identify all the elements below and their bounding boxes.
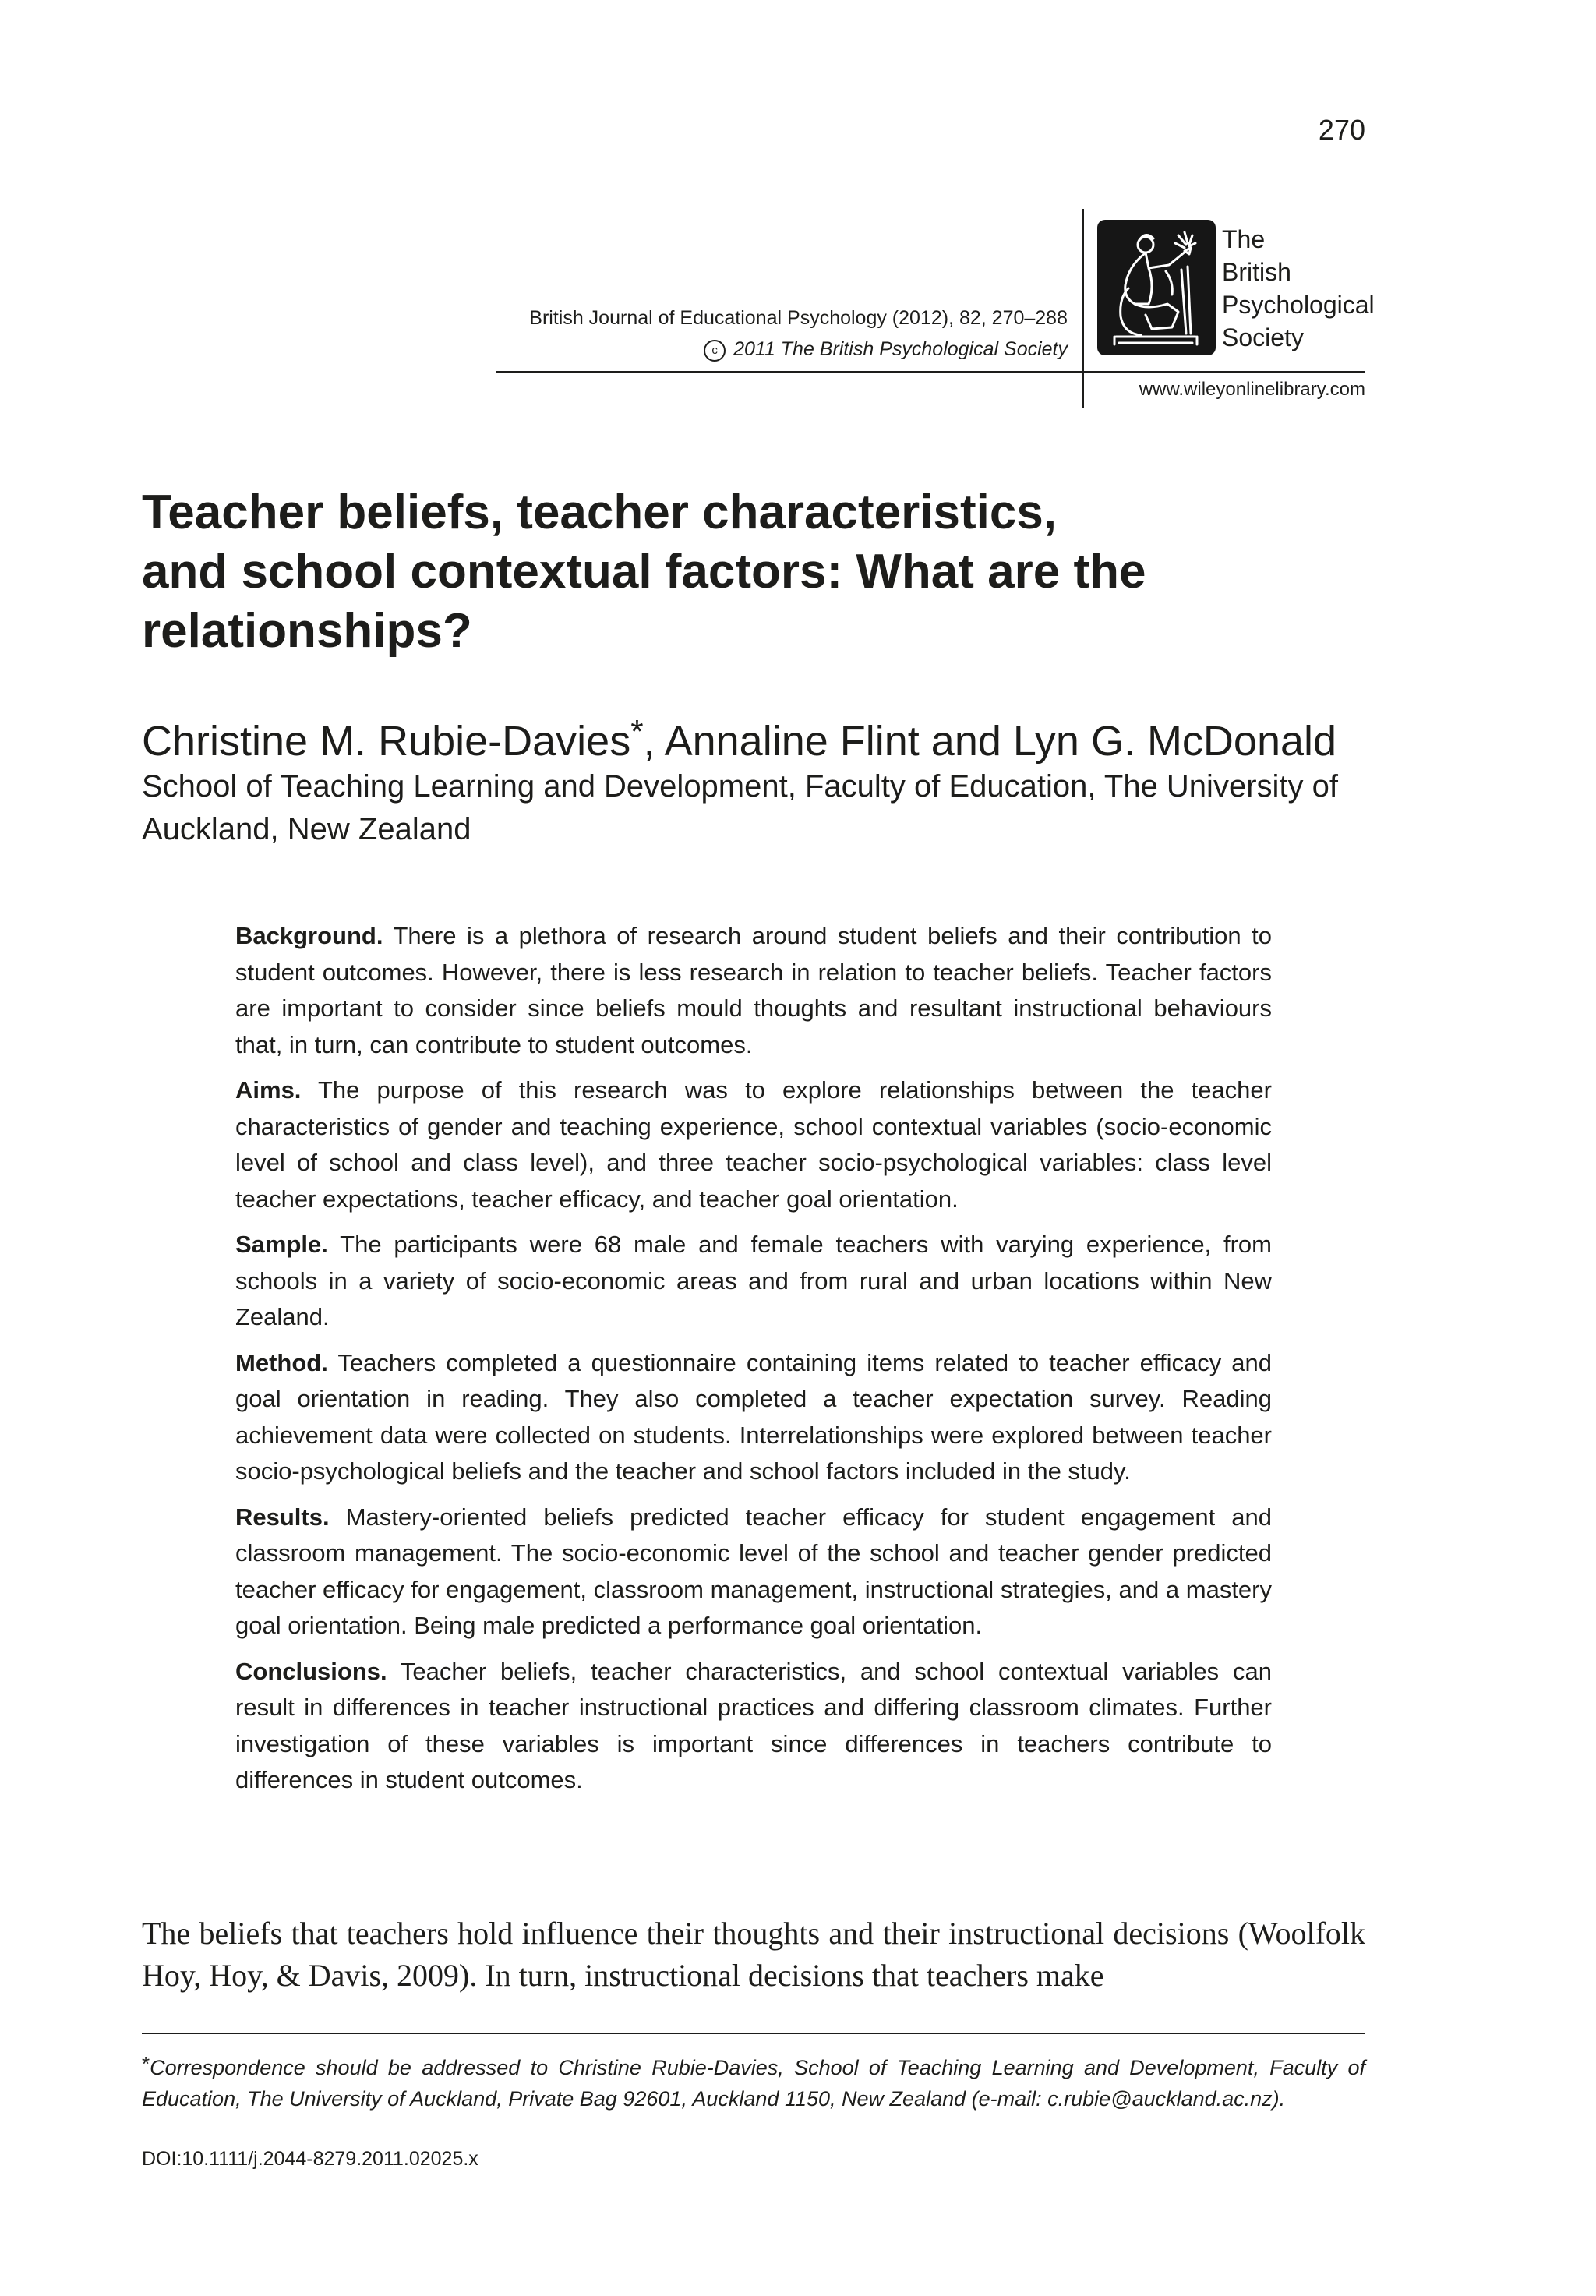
abstract-label: Results. xyxy=(235,1503,330,1531)
society-name-line: The xyxy=(1222,225,1266,253)
abstract-method xyxy=(235,1345,1272,1490)
author-coauthors: , Annaline Flint and Lyn G. McDonald xyxy=(643,718,1337,765)
abstract-text: The purpose of this research was to explore relationships between the teacher characteristics of gender and teaching experience, school contextual variables (socio-economic level of school and class level), and three teacher socio-psychological variables: class level teacher expectations, teacher efficacy, and teacher goal orientation. xyxy=(235,1076,1272,1213)
journal-info xyxy=(529,302,1068,365)
abstract-text: There is a plethora of research around student beliefs and their contribution to student outcomes. However, there is less research in relation to teacher beliefs. Teacher factors are important to consider since beliefs mould thoughts and resultant instructional behaviours that, in turn, can contribute to student outcomes. xyxy=(235,922,1272,1058)
copyright-line xyxy=(529,334,1068,365)
society-name-line: British xyxy=(1222,258,1291,286)
header-divider xyxy=(496,371,1365,373)
abstract-sample xyxy=(235,1227,1272,1336)
abstract-label: Conclusions. xyxy=(235,1657,387,1685)
society-name-line: Society xyxy=(1222,323,1304,351)
copyright-text: 2011 The British Psychological Society xyxy=(733,338,1068,360)
society-logo-icon xyxy=(1097,220,1216,355)
statue-emblem-icon xyxy=(1097,220,1216,355)
abstract-text: Teachers completed a questionnaire containing items related to teacher efficacy and goal orientation in reading. They also completed a teacher expectation survey. Reading achievement data were collected on students. Interrelationships were explored between teacher socio-psychological beliefs and the teacher and school factors included in the study. xyxy=(235,1348,1272,1485)
copyright-icon: c xyxy=(704,340,726,362)
author-list xyxy=(142,706,1336,767)
abstract-label: Sample. xyxy=(235,1231,328,1258)
publisher-url[interactable]: www.wileyonlinelibrary.com xyxy=(1139,379,1365,400)
doi-line: DOI:10.1111/j.2044-8279.2011.02025.x xyxy=(142,2148,478,2170)
abstract xyxy=(235,918,1272,1808)
abstract-aims xyxy=(235,1072,1272,1217)
abstract-label: Background. xyxy=(235,922,383,949)
correspondence-star-icon: * xyxy=(630,713,644,750)
body-paragraph: The beliefs that teachers hold influence their thoughts and their instructional decisions (Woolfolk Hoy, Hoy, & Davis, 2009). In turn, instructional decisions that teachers make xyxy=(142,1916,1365,1993)
abstract-text: Teacher beliefs, teacher characteristics, and school contextual variables can result in differences in teacher instructional practices and differing classroom climates. Further investigation of these variables is important since differences in teachers contribute to differences in student outcomes. xyxy=(235,1657,1272,1793)
abstract-label: Method. xyxy=(235,1348,328,1376)
footnote-text: Correspondence should be addressed to Christine Rubie-Davies, School of Teaching Learning and Development, Faculty of Education, The University of Auckland, Private Bag 92601, Auckland 1150, New Zealand (e-mail: c.rubie@auckland.ac.nz). xyxy=(142,2056,1365,2111)
article-title: Teacher beliefs, teacher characteristics, and school contextual factors: What are the relationships? xyxy=(142,486,1146,658)
abstract-conclusions xyxy=(235,1654,1272,1799)
society-name xyxy=(1222,223,1375,354)
footnote-star-icon: * xyxy=(142,2052,150,2075)
society-name-line: Psychological xyxy=(1222,291,1375,319)
abstract-label: Aims. xyxy=(235,1076,302,1104)
author-affiliation: School of Teaching Learning and Development, Faculty of Education, The University of Auckland, New Zealand xyxy=(142,769,1338,846)
journal-citation: British Journal of Educational Psychology (2012), 82, 270–288 xyxy=(529,307,1068,329)
correspondence-footnote xyxy=(142,2048,1365,2114)
footnote-divider xyxy=(142,2033,1365,2034)
abstract-text: Mastery-oriented beliefs predicted teacher efficacy for student engagement and classroom management. The socio-economic level of the school and teacher gender predicted teacher efficacy for engagement, classroom management, instructional strategies, and a mastery goal orientation. Being male predicted a performance goal orientation. xyxy=(235,1503,1272,1639)
author-lead: Christine M. Rubie-Davies xyxy=(142,718,631,765)
abstract-background xyxy=(235,918,1272,1063)
abstract-results xyxy=(235,1499,1272,1644)
abstract-text: The participants were 68 male and female teachers with varying experience, from schools in a variety of socio-economic areas and from rural and urban locations within New Zealand. xyxy=(235,1231,1272,1330)
page-number: 270 xyxy=(1318,114,1365,146)
header-vertical-divider xyxy=(1082,209,1084,408)
